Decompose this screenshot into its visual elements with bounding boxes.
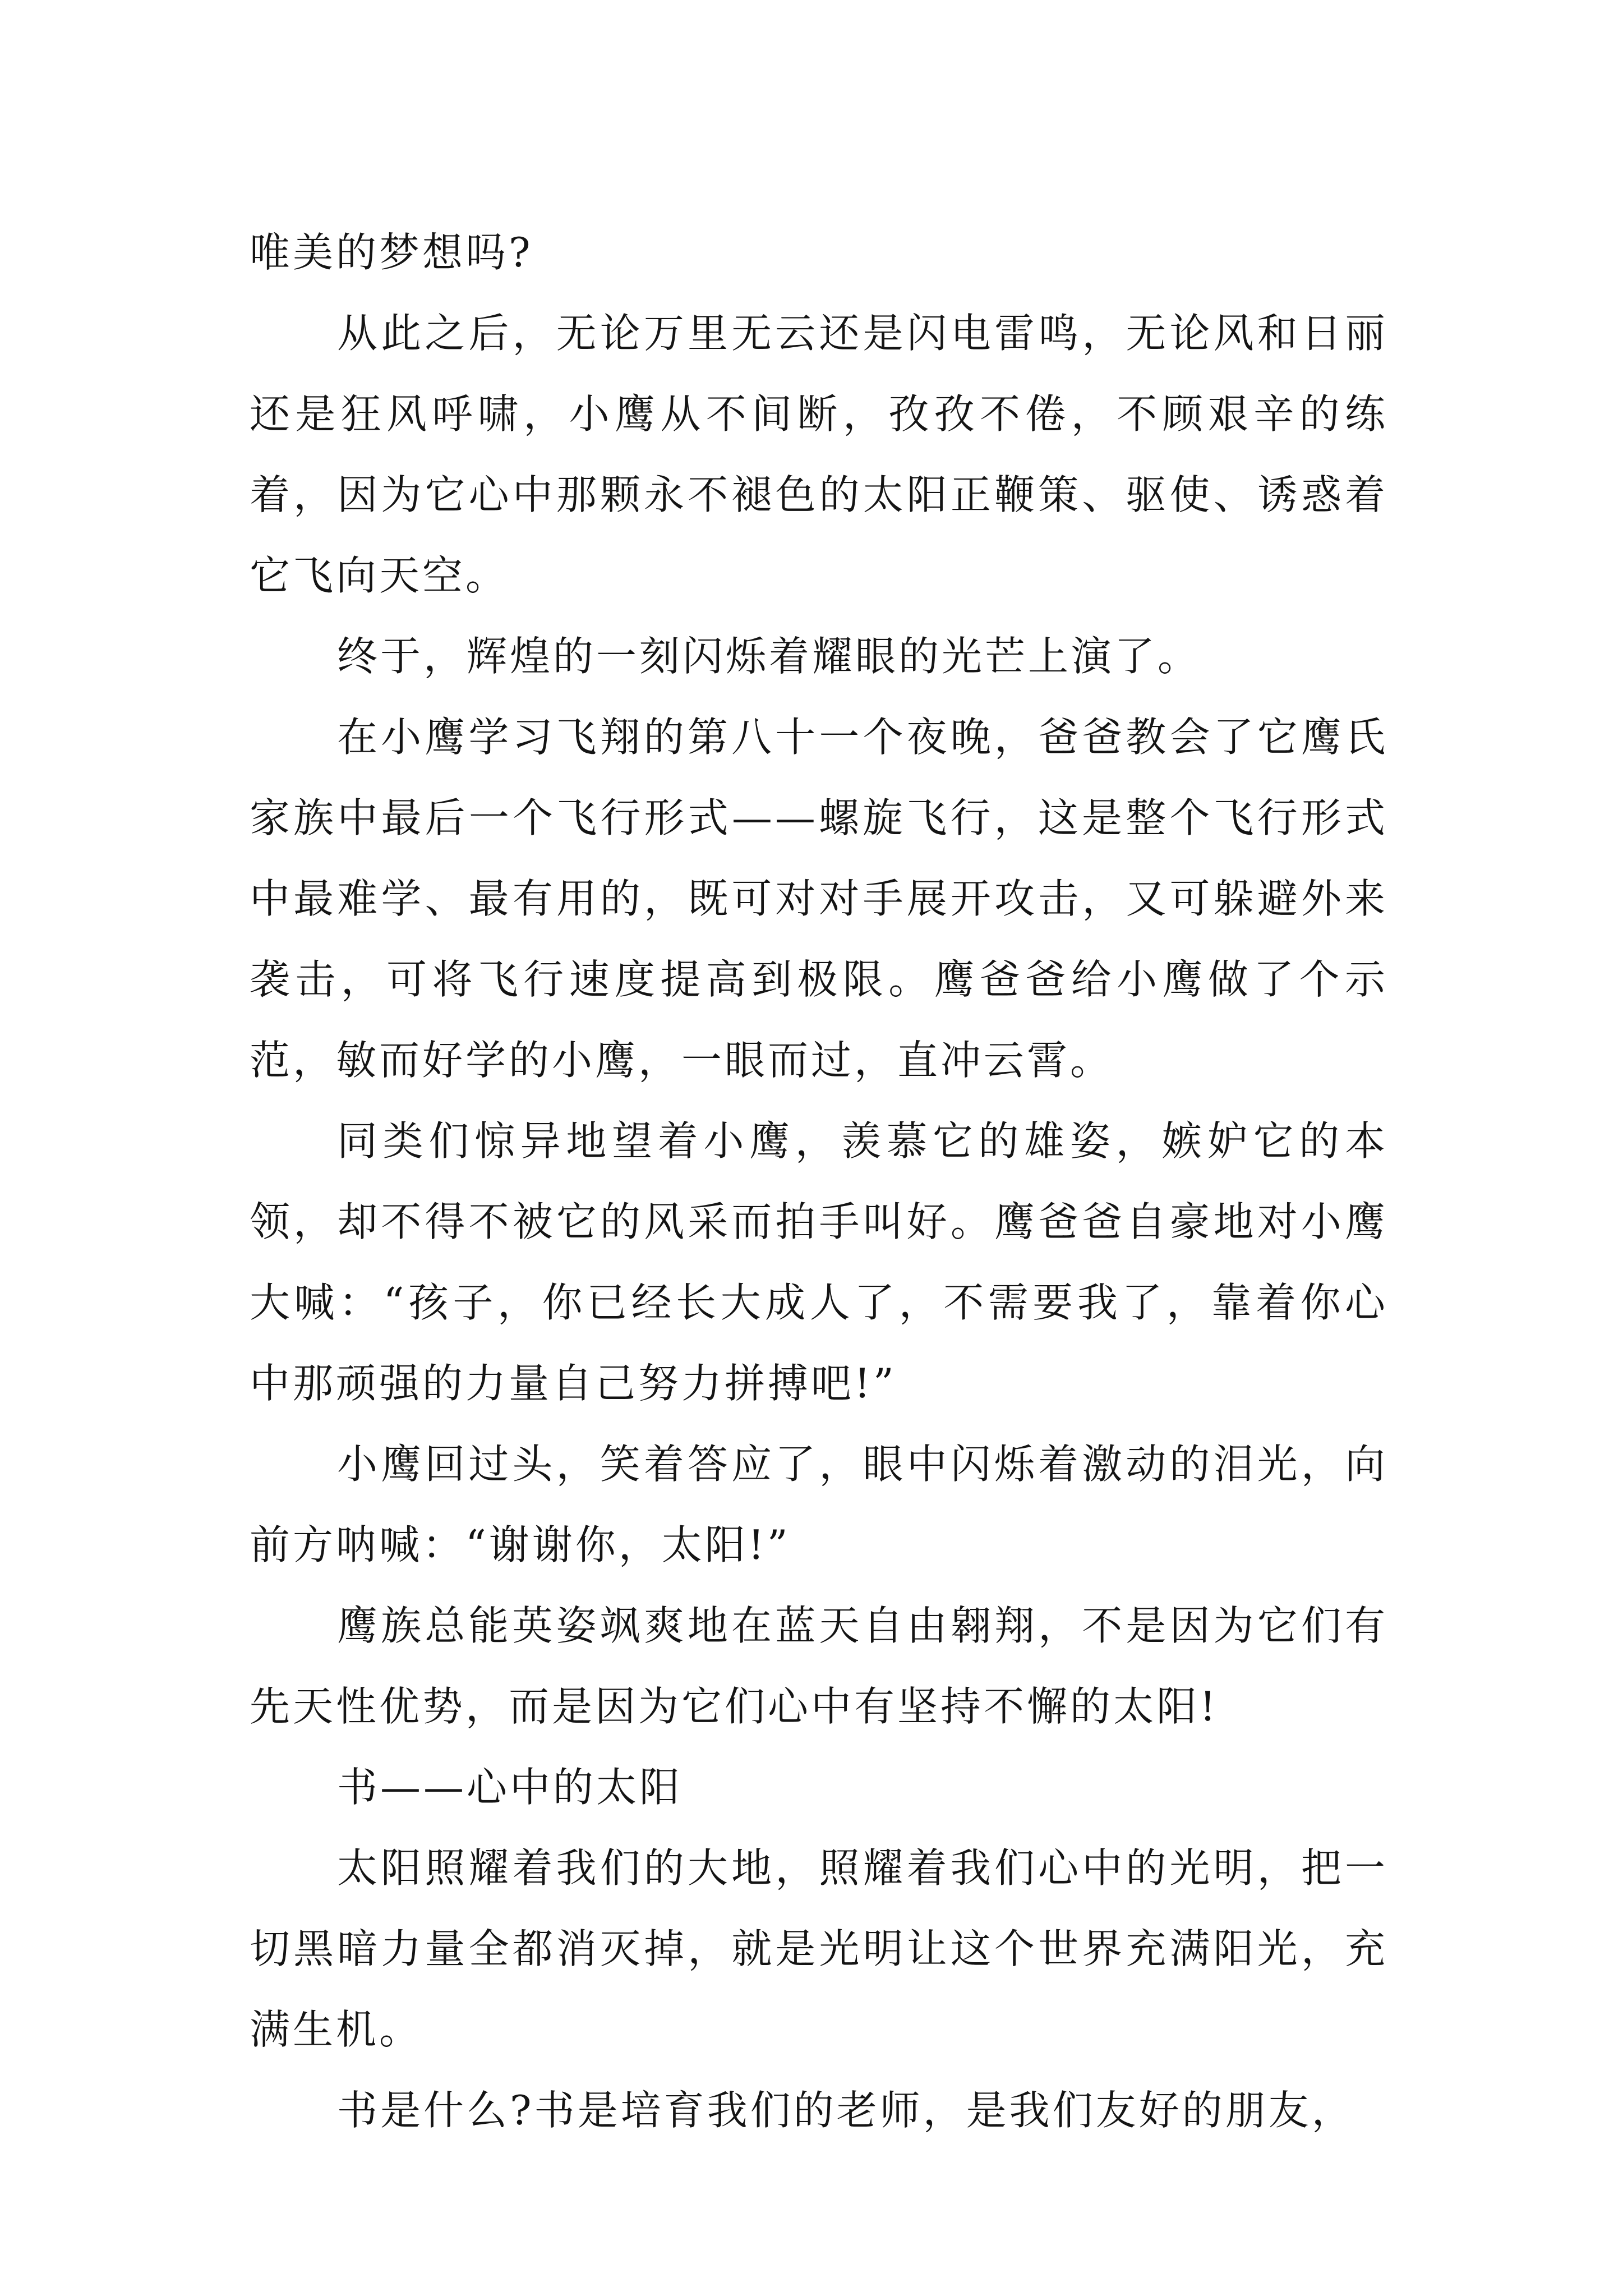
paragraph-thank-sun: 小鹰回过头，笑着答应了，眼中闪烁着激动的泪光，向前方呐喊：“谢谢你，太阳!” — [250, 1441, 1388, 1568]
paragraph-spiral-flight: 在小鹰学习飞翔的第八十一个夜晚，爸爸教会了它鹰氏家族中最后一个飞行形式——螺旋飞行，这是整个飞行形式中最难学、最有用的，既可对对手展开攻击，又可躲避外来袭击，可将飞行速度提高到极限。鹰爸爸给小鹰做了个示范，敏而好学的小鹰，一眼而过，直冲云霄。 — [250, 714, 1388, 1084]
paragraph-peers-admire: 同类们惊异地望着小鹰，羡慕它的雄姿，嫉妒它的本领，却不得不被它的风采而拍手叫好。鹰爸爸自豪地对小鹰大喊：“孩子，你已经长大成人了，不需要我了，靠着你心中那顽强的力量自己努力拼搏吧!” — [250, 1117, 1388, 1407]
paragraph-dream-question: 唯美的梦想吗? — [250, 229, 533, 276]
paragraph-eagle-conclusion: 鹰族总能英姿飒爽地在蓝天自由翱翔，不是因为它们有先天性优势，而是因为它们心中有坚持不懈的太阳! — [250, 1602, 1388, 1730]
paragraph-what-is-book: 书是什么?书是培育我们的老师，是我们友好的朋友， — [337, 2087, 1355, 2134]
paragraph-sun-shines: 太阳照耀着我们的大地，照耀着我们心中的光明，把一切黑暗力量全都消灭掉，就是光明让这个世界充满阳光，充满生机。 — [250, 1844, 1388, 2053]
paragraph-practice: 从此之后，无论万里无云还是闪电雷鸣，无论风和日丽还是狂风呼啸，小鹰从不间断，孜孜不倦，不顾艰辛的练着，因为它心中那颗永不褪色的太阳正鞭策、驱使、诱惑着它飞向天空。 — [250, 310, 1388, 599]
document-body — [250, 212, 1388, 2151]
paragraph-glorious-moment: 终于，辉煌的一刻闪烁着耀眼的光芒上演了。 — [337, 633, 1201, 680]
section-title-book-sun: 书——心中的太阳 — [337, 1764, 683, 1811]
